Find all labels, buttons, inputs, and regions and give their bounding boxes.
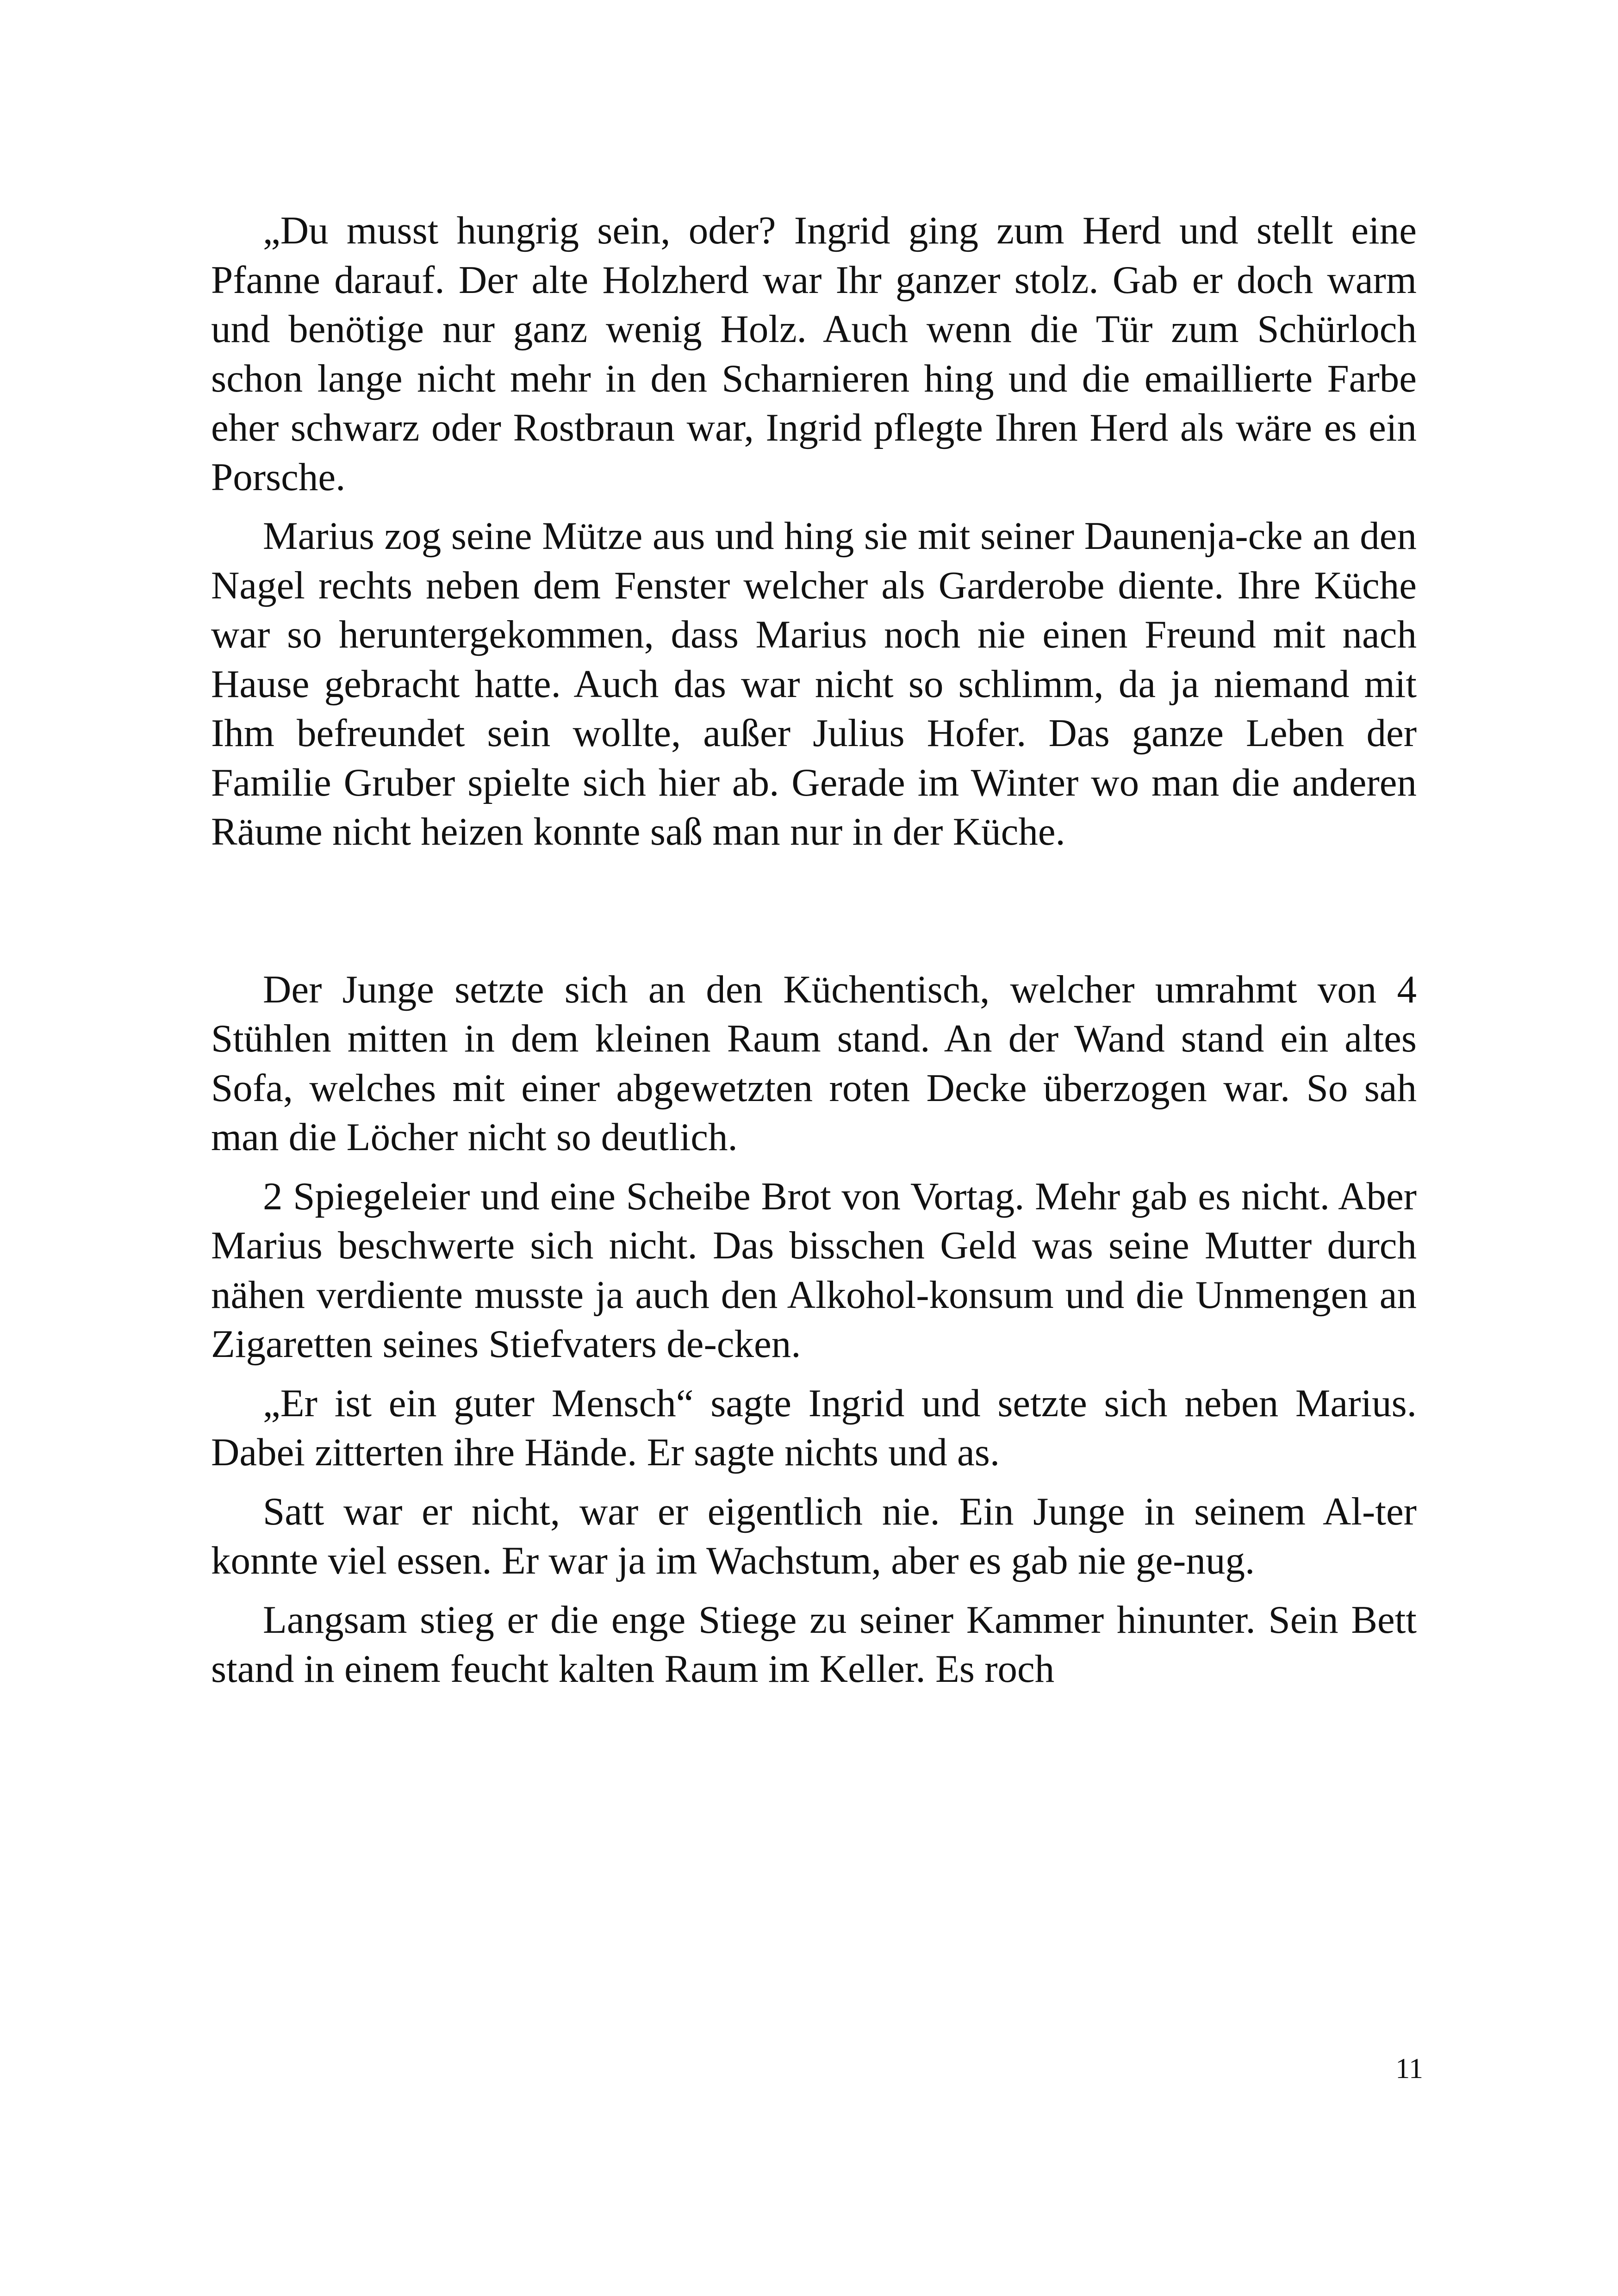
paragraph: Satt war er nicht, war er eigentlich nie. Ein Junge in seinem Al-ter konnte viel essen. Er war ja im Wachstum, aber es gab nie ge-nug.: [211, 1489, 1417, 1582]
paragraph: 2 Spiegeleier und eine Scheibe Brot von Vortag. Mehr gab es nicht. Aber Marius beschwerte sich nicht. Das bisschen Geld was seine Mutter durch nähen verdiente musste ja auch den Alkohol-konsum und die Unmengen an Zigaretten seines Stiefvaters de-cken.: [211, 1174, 1417, 1366]
paragraph: Langsam stieg er die enge Stiege zu seiner Kammer hinunter. Sein Bett stand in einem feucht kalten Raum im Keller. Es roch: [211, 1598, 1417, 1691]
paragraph: Marius zog seine Mütze aus und hing sie mit seiner Daunenja-cke an den Nagel rechts neben dem Fenster welcher als Garderobe diente. Ihre Küche war so heruntergekommen, dass Marius noch nie einen Freund mit nach Hause gebracht hatte. Auch das war nicht so schlimm, da ja niemand mit Ihm befreundet sein wollte, außer Julius Hofer. Das ganze Leben der Familie Gruber spielte sich hier ab. Gerade im Winter wo man die anderen Räume nicht heizen konnte saß man nur in der Küche.: [211, 514, 1417, 853]
paragraph: „Du musst hungrig sein, oder? Ingrid ging zum Herd und stellt eine Pfanne darauf. Der alte Holzherd war Ihr ganzer stolz. Gab er doch warm und benötige nur ganz wenig Holz. Auch wenn die Tür zum Schürloch schon lange nicht mehr in den Scharnieren hing und die emaillierte Farbe eher schwarz oder Rostbraun war, Ingrid pflegte Ihren Herd als wäre es ein Porsche.: [211, 209, 1417, 499]
page-body: [211, 206, 1417, 1694]
paragraph: „Er ist ein guter Mensch“ sagte Ingrid und setzte sich neben Marius. Dabei zitterten ihre Hände. Er sagte nichts und as.: [211, 1381, 1417, 1474]
paragraph: Der Junge setzte sich an den Küchentisch, welcher umrahmt von 4 Stühlen mitten in dem kleinen Raum stand. An der Wand stand ein altes Sofa, welches mit einer abgewetzten roten Decke überzogen war. So sah man die Löcher nicht so deutlich.: [211, 967, 1417, 1159]
page-number: 11: [1395, 2053, 1423, 2084]
